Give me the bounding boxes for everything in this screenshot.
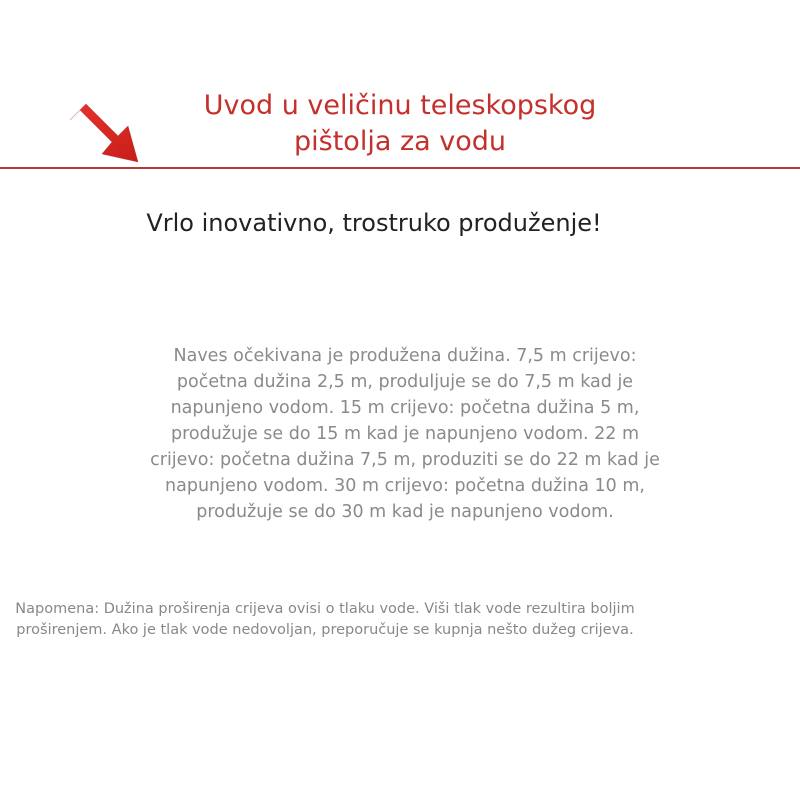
note-text: Napomena: Dužina proširenja crijeva ovisi o tlaku vode. Viši tlak vode rezultira boljim proširenjem. Ako je tlak vode nedovoljan, preporučuje se kupnja nešto dužeg crijeva.: [15, 601, 635, 638]
header-divider: [0, 167, 800, 169]
page-title: [150, 88, 650, 160]
hose-length-description: Naves očekivana je produžena dužina. 7,5 m crijevo: početna dužina 2,5 m, produljuje se do 7,5 m kad je napunjeno vodom. 15 m crijevo: početna dužina 5 m, produžuje se do 15 m kad je napunjeno vodom. 22 m crijevo: početna dužina 7,5 m, produziti se do 22 m kad je napunjeno vodom. 30 m crijevo: početna dužina 10 m, produžuje se do 30 m kad je napunjeno vodom.: [150, 346, 660, 522]
title-line-1: Uvod u veličinu teleskopskog: [203, 90, 597, 121]
title-line-2: pištolja za vodu: [294, 126, 506, 157]
red-arrow-down-right-icon: [66, 100, 146, 166]
subtitle: Vrlo inovativno, trostruko produženje!: [146, 209, 602, 237]
